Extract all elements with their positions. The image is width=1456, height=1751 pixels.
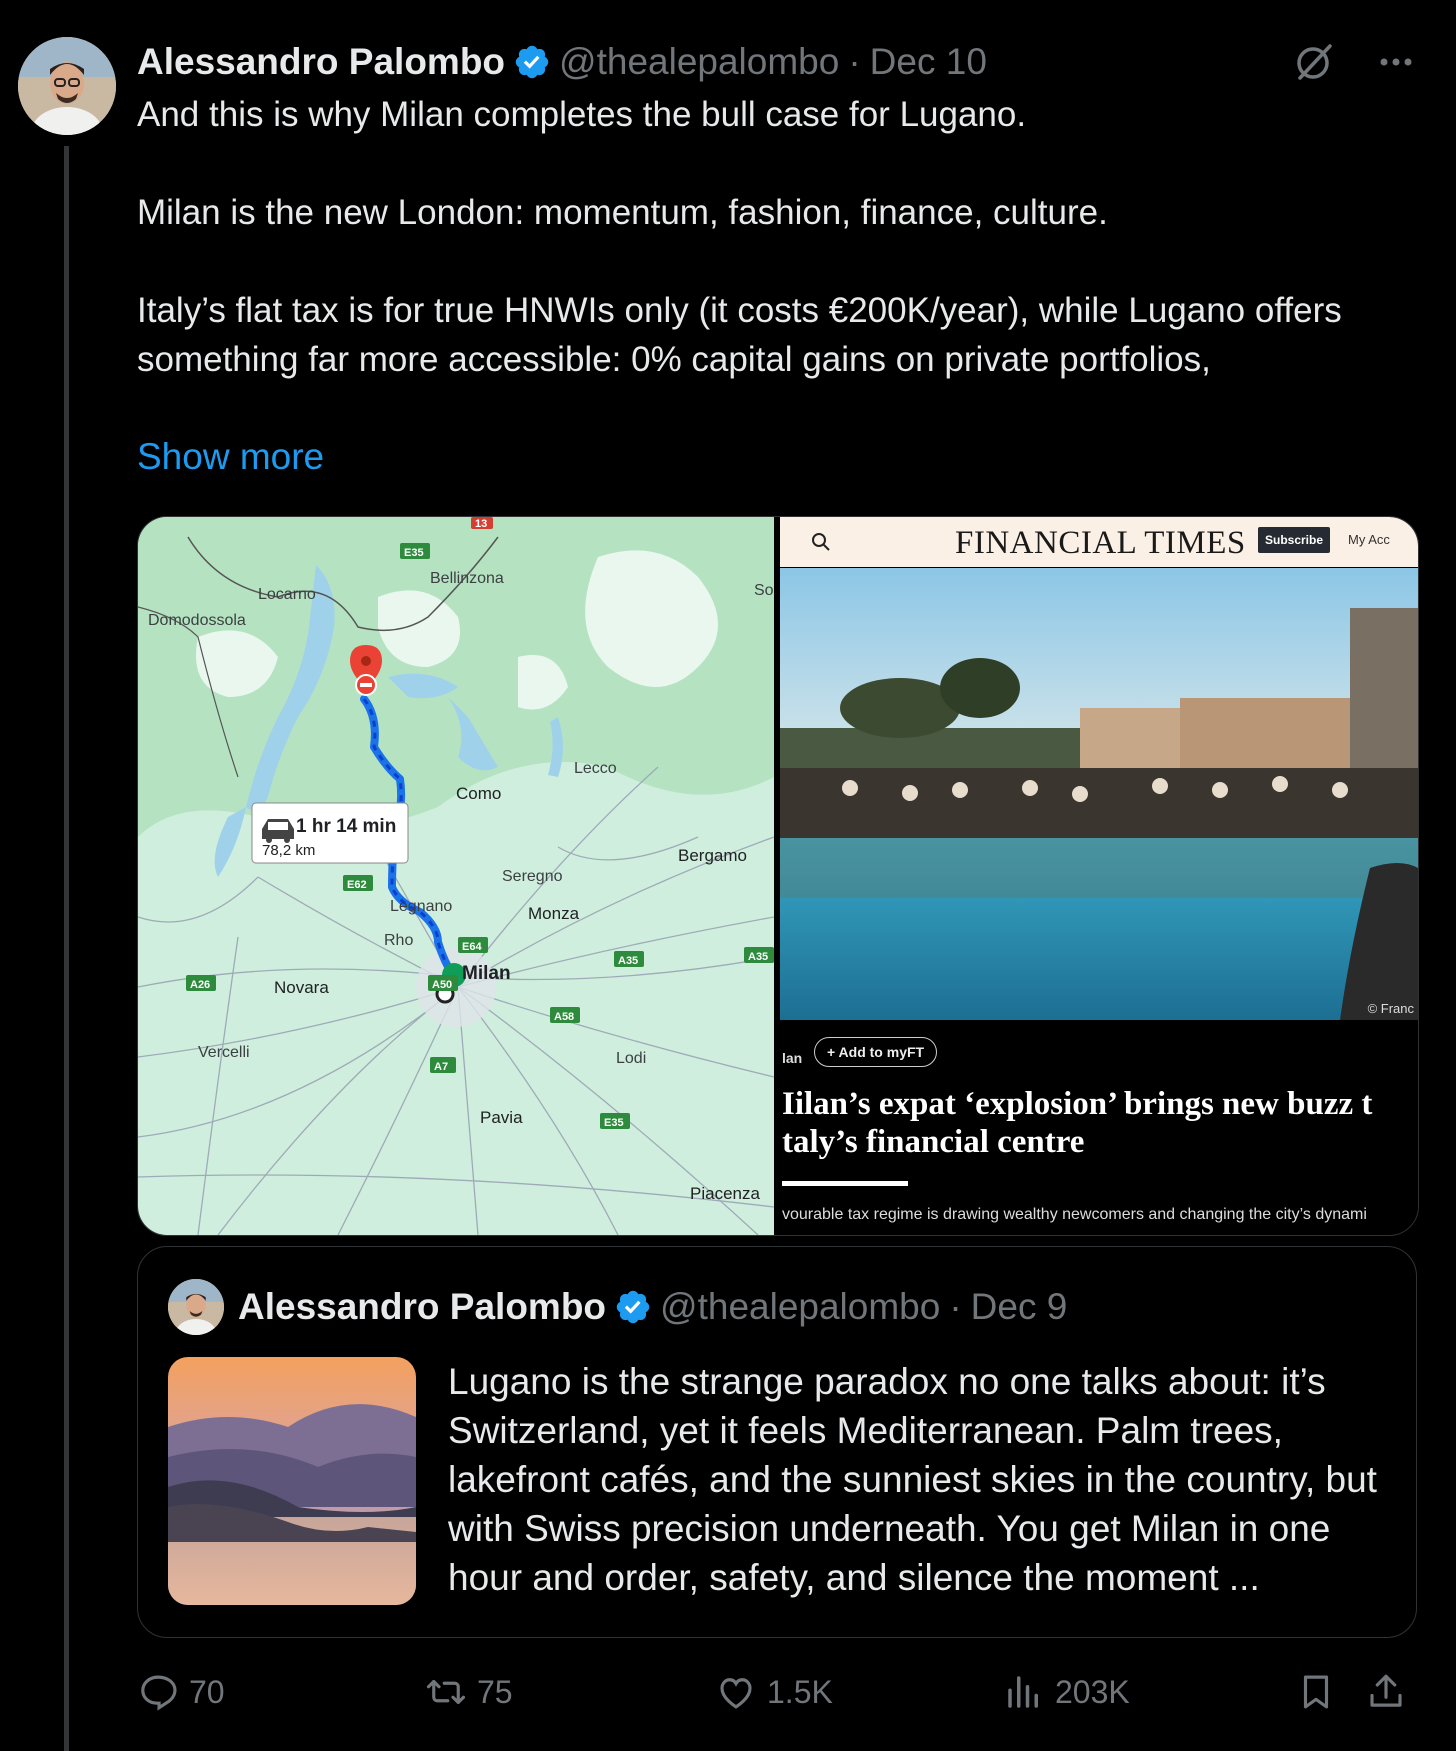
ft-headline-line1: Iilan’s expat ‘explosion’ brings new buzz t	[782, 1086, 1373, 1122]
views-count: 203K	[1055, 1673, 1130, 1710]
bookmark-button[interactable]	[1295, 1664, 1347, 1720]
show-more-link[interactable]: Show more	[137, 436, 325, 477]
map-label-monza: Monza	[528, 904, 580, 923]
map-travel-time: 1 hr 14 min	[296, 816, 397, 837]
rooftop-pool-photo	[780, 568, 1418, 1020]
quoted-post-text: Lugano is the strange paradox no one talks about: it’s Switzerland, yet it feels Mediterranean. Palm trees, lakefront cafés, and the sunniest skies in the country, but with Swiss precision underneath. You get Milan in one hour and order, safety, and silence the moment ...	[448, 1361, 1377, 1598]
header-actions	[1292, 36, 1416, 88]
map-distance: 78,2 km	[262, 842, 316, 859]
ft-topbar	[780, 517, 1418, 567]
quoted-author-handle: @thealepalombo	[660, 1286, 941, 1327]
author-avatar[interactable]	[18, 37, 116, 135]
road-a35-b: A35	[748, 951, 769, 963]
map-label-lodi: Lodi	[616, 1050, 647, 1067]
action-bar	[137, 1664, 1417, 1720]
ft-headline-line2: taly’s financial centre	[782, 1124, 1085, 1160]
post-date[interactable]: Dec 10	[869, 41, 987, 82]
ft-subscribe-button: Subscribe	[1258, 527, 1330, 553]
quoted-post-header	[238, 1279, 1067, 1335]
ft-add-to-myft-button: + Add to myFT	[814, 1037, 937, 1067]
map-label-seregno: Seregno	[502, 868, 563, 885]
ft-divider	[782, 1181, 908, 1186]
post-text: And this is why Milan completes the bull case for Lugano. Milan is the new London: momentum, fashion, finance, culture. Italy’s flat tax is for true HNWIs only (it costs €200K/year), while Lugano offers something far more accessible: 0% capital gains on private portfolios,	[137, 95, 1342, 379]
verified-badge-icon	[513, 43, 551, 81]
road-a58: A58	[554, 1011, 575, 1023]
thread-line	[64, 146, 69, 1751]
bookmark-icon	[1295, 1671, 1337, 1713]
map-label-domodossola: Domodossola	[148, 612, 246, 629]
like-icon	[715, 1671, 757, 1713]
ft-masthead: FINANCIAL TIMES	[955, 525, 1246, 561]
grok-icon[interactable]	[1292, 40, 1336, 84]
road-e64: E64	[462, 941, 482, 953]
map-label-bellinzona: Bellinzona	[430, 570, 504, 587]
ft-account-link: My Acc	[1348, 532, 1390, 547]
map-label-piacenza: Piacenza	[690, 1184, 760, 1203]
road-e62: E62	[347, 879, 367, 891]
road-e35-top: E35	[404, 547, 424, 559]
road-a50: A50	[432, 979, 453, 991]
like-count: 1.5K	[767, 1673, 833, 1710]
road-a26: A26	[190, 979, 211, 991]
separator-dot: ·	[949, 1286, 962, 1327]
more-icon[interactable]	[1376, 42, 1416, 82]
road-a35-a: A35	[618, 955, 639, 967]
map-label-lecco: Lecco	[574, 760, 617, 777]
repost-count: 75	[477, 1673, 513, 1710]
verified-badge-icon	[614, 1288, 652, 1326]
map-label-locarno: Locarno	[258, 586, 316, 603]
road-13: 13	[475, 518, 488, 530]
views-button[interactable]	[1003, 1664, 1130, 1720]
quoted-post-date: Dec 9	[970, 1286, 1068, 1327]
ft-headline	[782, 1085, 1418, 1161]
map-image[interactable]	[138, 517, 774, 1235]
quoted-author-name: Alessandro Palombo	[238, 1286, 607, 1327]
map-label-como: Como	[456, 784, 502, 803]
map-label-vercelli: Vercelli	[198, 1044, 250, 1061]
road-e35-bottom: E35	[604, 1117, 624, 1129]
map-label-bergamo: Bergamo	[678, 846, 747, 865]
ft-standfirst: vourable tax regime is drawing wealthy newcomers and changing the city’s dynami	[782, 1206, 1367, 1223]
map-label-rho: Rho	[384, 932, 414, 949]
author-handle[interactable]: @thealepalombo	[559, 41, 840, 82]
ft-topic-tag: lan	[782, 1050, 803, 1066]
reply-count: 70	[189, 1673, 225, 1710]
views-icon	[1003, 1671, 1045, 1713]
search-icon	[810, 531, 832, 553]
ft-article-image[interactable]	[780, 517, 1418, 1235]
map-label-novara: Novara	[274, 978, 329, 997]
share-button[interactable]	[1365, 1664, 1417, 1720]
ft-photo-credit: © Franc	[1367, 1001, 1414, 1016]
map-label-pavia: Pavia	[480, 1108, 523, 1127]
repost-icon	[425, 1671, 467, 1713]
share-icon	[1365, 1671, 1407, 1713]
like-button[interactable]	[715, 1664, 833, 1720]
map-label-milan: Milan	[462, 963, 511, 984]
post-header	[137, 36, 1416, 88]
separator-dot: ·	[848, 41, 861, 82]
reply-icon	[137, 1671, 179, 1713]
repost-button[interactable]	[425, 1664, 513, 1720]
map-label-so: So	[754, 582, 774, 599]
map-label-legnano: Legnano	[390, 898, 453, 915]
quoted-author-avatar	[168, 1279, 224, 1335]
author-name[interactable]: Alessandro Palombo	[137, 41, 506, 82]
post-media[interactable]	[137, 516, 1419, 1236]
road-a7: A7	[434, 1061, 449, 1073]
quoted-post[interactable]	[137, 1246, 1417, 1638]
reply-button[interactable]	[137, 1664, 225, 1720]
quoted-post-image	[168, 1357, 416, 1605]
